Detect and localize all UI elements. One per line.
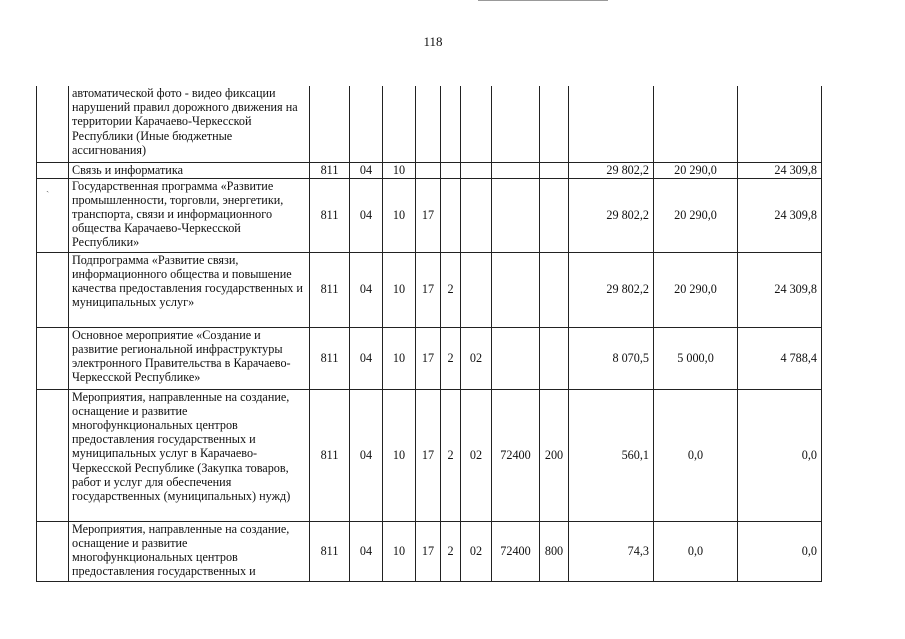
amount-year-1: 29 802,2 [569,178,654,252]
amount-year-2: 20 290,0 [654,252,738,327]
code-subsection: 10 [383,521,416,581]
code-subsection: 10 [383,252,416,327]
code-section: 04 [350,162,383,178]
row-number-cell [37,521,69,581]
code-ved: 811 [310,389,350,521]
amount-year-2: 20 290,0 [654,178,738,252]
code-activity [461,162,492,178]
code-section: 04 [350,521,383,581]
code-subprogram: 2 [441,389,461,521]
code-ved [310,86,350,162]
code-expense-type: 200 [540,389,569,521]
code-direction: 72400 [492,521,540,581]
amount-year-1 [569,86,654,162]
row-number-cell [37,162,69,178]
amount-year-3 [738,86,822,162]
code-subsection: 10 [383,178,416,252]
table-row [37,162,822,178]
code-program: 17 [416,327,441,389]
table-row [37,327,822,389]
code-direction [492,252,540,327]
amount-year-2: 0,0 [654,389,738,521]
code-section: 04 [350,389,383,521]
amount-year-1: 8 070,5 [569,327,654,389]
code-activity: 02 [461,521,492,581]
amount-year-2: 5 000,0 [654,327,738,389]
row-number-cell [37,327,69,389]
code-activity [461,86,492,162]
code-expense-type [540,162,569,178]
code-activity: 02 [461,389,492,521]
code-expense-type [540,86,569,162]
row-number-cell [37,389,69,521]
code-program: 17 [416,389,441,521]
code-program: 17 [416,252,441,327]
row-number-cell [37,178,69,252]
code-direction [492,86,540,162]
code-program: 17 [416,178,441,252]
amount-year-3: 24 309,8 [738,178,822,252]
amount-year-1: 560,1 [569,389,654,521]
row-name: Связь и информатика [69,162,310,178]
code-activity [461,178,492,252]
amount-year-2 [654,86,738,162]
row-name: Мероприятия, направленные на создание, оснащение и развитие многофункциональных центров предоставления государственных и муниципальных услуг в Карачаево-Черкесской Республике (Закупка товаров, работ и услуг для обеспечения государственных (муниципальных) нужд) [69,389,310,521]
table-row [37,252,822,327]
code-expense-type [540,327,569,389]
amount-year-1: 74,3 [569,521,654,581]
amount-year-1: 29 802,2 [569,252,654,327]
code-ved: 811 [310,521,350,581]
code-subprogram [441,162,461,178]
code-subsection [383,86,416,162]
amount-year-1: 29 802,2 [569,162,654,178]
code-ved: 811 [310,252,350,327]
code-subsection: 10 [383,327,416,389]
row-name: Основное мероприятие «Создание и развитие региональной инфраструктуры электронного Правительства в Карачаево-Черкесской Республике» [69,327,310,389]
page-number: 118 [423,34,443,49]
code-expense-type [540,252,569,327]
row-number-cell [37,252,69,327]
code-program [416,86,441,162]
amount-year-3: 0,0 [738,389,822,521]
code-ved: 811 [310,162,350,178]
amount-year-3: 24 309,8 [738,252,822,327]
code-subprogram [441,86,461,162]
code-activity: 02 [461,327,492,389]
code-program: 17 [416,521,441,581]
amount-year-2: 20 290,0 [654,162,738,178]
row-name: автоматической фото - видео фиксации нарушений правил дорожного движения на территории Карачаево-Черкесской Республики (Иные бюджетные ассигнования) [69,86,310,162]
code-expense-type [540,178,569,252]
code-direction [492,327,540,389]
scan-mark: ˎ [46,182,50,193]
table-row [37,389,822,521]
row-name: Мероприятия, направленные на создание, оснащение и развитие многофункциональных центров предоставления государственных и [69,521,310,581]
table-row [37,178,822,252]
table-row [37,521,822,581]
code-subsection: 10 [383,389,416,521]
code-section [350,86,383,162]
code-ved: 811 [310,178,350,252]
row-name: Государственная программа «Развитие промышленности, торговли, энергетики, транспорта, связи и информационного общества Карачаево-Черкесской Республики» [69,178,310,252]
code-subprogram: 2 [441,327,461,389]
code-subprogram [441,178,461,252]
amount-year-3: 24 309,8 [738,162,822,178]
code-direction: 72400 [492,389,540,521]
table-row [37,86,822,162]
code-section: 04 [350,252,383,327]
code-section: 04 [350,178,383,252]
code-direction [492,162,540,178]
row-number-cell [37,86,69,162]
code-subprogram: 2 [441,252,461,327]
code-program [416,162,441,178]
code-subsection: 10 [383,162,416,178]
code-activity [461,252,492,327]
code-direction [492,178,540,252]
budget-table [36,86,822,582]
row-name: Подпрограмма «Развитие связи, информационного общества и повышение качества предоставления государственных и муниципальных услуг» [69,252,310,327]
code-expense-type: 800 [540,521,569,581]
amount-year-2: 0,0 [654,521,738,581]
code-subprogram: 2 [441,521,461,581]
amount-year-3: 4 788,4 [738,327,822,389]
code-ved: 811 [310,327,350,389]
amount-year-3: 0,0 [738,521,822,581]
code-section: 04 [350,327,383,389]
top-edge-line [478,0,608,1]
